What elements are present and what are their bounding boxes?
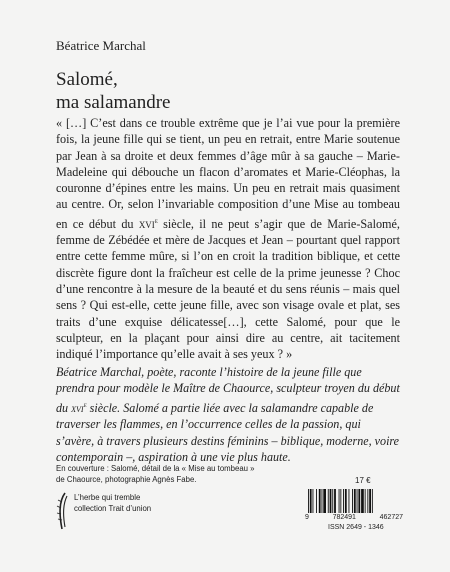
- blurb-century-numeral: xvi: [71, 400, 84, 415]
- barcode-digits: [305, 514, 403, 521]
- barcode-bar: [332, 489, 333, 513]
- barcode-block: [305, 489, 403, 521]
- barcode-bar: [358, 489, 360, 513]
- isbn-first-digit: 9: [305, 514, 309, 521]
- publisher-name: L’herbe qui tremble: [74, 493, 141, 502]
- barcode-bar: [343, 489, 344, 513]
- barcode-bar: [316, 489, 317, 513]
- title-line-1: Salomé,: [56, 69, 118, 90]
- barcode-bar: [349, 489, 350, 513]
- price: 17 €: [355, 476, 371, 485]
- feather-mark-icon: [56, 492, 70, 530]
- author-name: Béatrice Marchal: [56, 38, 146, 53]
- barcode-bar: [354, 489, 356, 513]
- book-title: [56, 68, 170, 114]
- publisher-text: [74, 492, 151, 514]
- barcode-bar: [313, 489, 314, 513]
- barcode-bar: [352, 489, 353, 513]
- isbn-group-2: 462727: [379, 514, 403, 521]
- quote-century: [139, 217, 158, 231]
- blurb-century: [71, 401, 87, 415]
- credit-line-1: En couverture : Salomé, détail de la « Mise au tombeau »: [56, 464, 255, 473]
- quote-century-numeral: xvi: [138, 216, 155, 231]
- title-line-2: ma salamandre: [56, 92, 171, 113]
- quote-century-sup: e: [154, 216, 158, 225]
- barcode-bar: [361, 489, 364, 513]
- barcode-bar: [345, 489, 347, 513]
- quote-text-2: siècle, il ne peut s’agir que de Marie-Salomé, femme de Zébédée et mère de Jacques et Jean – pourtant quel rapport entre cette femme mûre, si l’on en croit la tradition biblique, et cette discrète figure dont la fraîcheur est celle de la prime jeunesse ? Choc d’une rencontre à la mesure de la beauté et du sens réunis – mais quel sens ? Qui est-elle, cette jeune fille, avec son visage ovale et plat, ses traits d’une exquise délicatesse[…], cette Salomé, pour que le sculpteur, en la plaçant pour ainsi dire au centre, ait tacitement indiqué l’importance qu’elle avait à ses yeux ? »: [56, 216, 400, 362]
- cover-credit: [56, 464, 296, 485]
- barcode-bar: [328, 489, 329, 513]
- barcode-bar: [357, 489, 358, 513]
- barcode-bar: [340, 489, 341, 513]
- barcode-bar: [372, 489, 373, 513]
- quote-text-1: « […] C’est dans ce trouble extrême que je l’ai vue pour la première fois, la jeune fille qui se tient, un peu en retrait, entre Marie soutenue par Jean à sa droite et deux femmes d’âge mûr à sa gauche – Marie-Madeleine qui débouche un flacon d’aromates et Marie-Cléophas, la couronne d’épines entre les mains. Un peu en retrait mais quasiment au centre. Or, selon l’invariable composition d’une Mise au tombeau en ce début du: [56, 116, 400, 231]
- barcode-bar: [367, 489, 368, 513]
- book-blurb: [56, 364, 400, 465]
- barcode-bar: [369, 489, 371, 513]
- barcode-image: [305, 489, 403, 513]
- isbn-group-1: 782491: [332, 514, 356, 521]
- collection-name: collection Trait d’union: [74, 503, 152, 513]
- barcode-bar: [308, 489, 309, 513]
- blurb-century-sup: e: [83, 400, 87, 409]
- credit-line-2: de Chaource, photographie Agnès Fabe.: [56, 474, 197, 484]
- blurb-text-2: siècle. Salomé a partie liée avec la salamandre capable de traverser les flammes, en l’occurrence celles de la passion, qui s’avère, à travers plusieurs destins féminins – biblique, moderne, voire contemporain –, aspiration à une vie plus haute.: [56, 400, 400, 465]
- barcode-bar: [330, 489, 332, 513]
- barcode-bar: [319, 489, 321, 513]
- issn: ISSN 2649 - 1346: [328, 524, 384, 531]
- barcode-bar: [339, 489, 340, 513]
- barcode-bar: [365, 489, 366, 513]
- publisher: [56, 492, 151, 530]
- excerpt-quote: [56, 115, 400, 363]
- barcode-bar: [310, 489, 312, 513]
- barcode-bar: [322, 489, 323, 513]
- blurb-text-1: Béatrice Marchal, poète, raconte l’histoire de la jeune fille que prendra pour modèle le Maître de Chaource, sculpteur troyen du début du: [56, 365, 400, 415]
- barcode-bar: [323, 489, 326, 513]
- barcode-bar: [334, 489, 336, 513]
